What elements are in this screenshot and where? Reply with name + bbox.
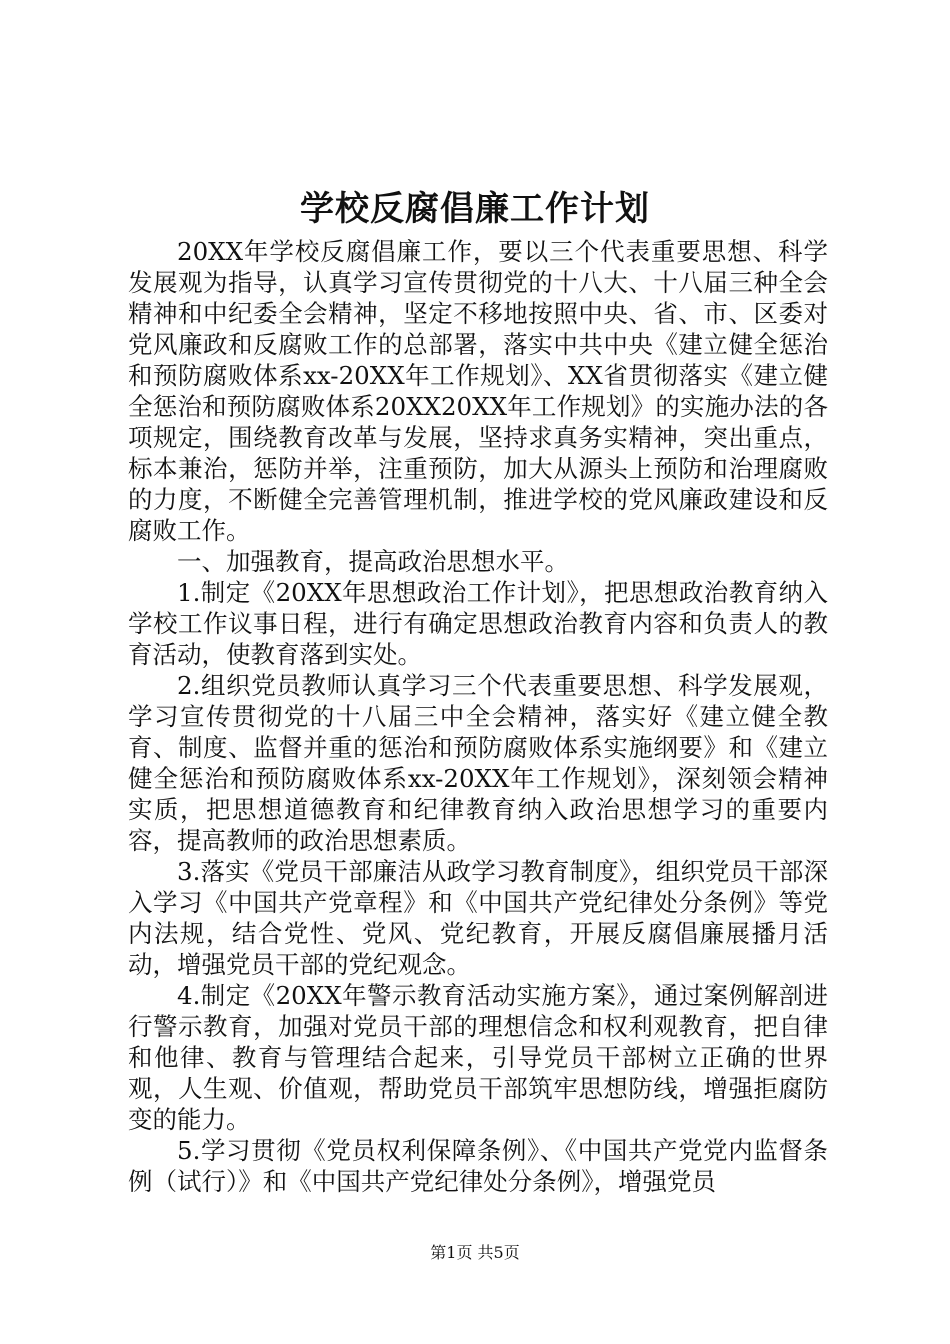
body-paragraph: 20XX年学校反腐倡廉工作，要以三个代表重要思想、科学发展观为指导，认真学习宣传贯彻党的十八大、十八届三种全会精神和中纪委全会精神，坚定不移地按照中央、省、市、区委对党风廉政和反腐败工作的总部署，落实中共中央《建立健全惩治和预防腐败体系xx-20XX年工作规划》、XX省贯彻落实《建立健全惩治和预防腐败体系20XX20XX年工作规划》的实施办法的各项规定，围绕教育改革与发展，坚持求真务实精神，突出重点，标本兼治，惩防并举，注重预防，加大从源头上预防和治理腐败的力度，不断健全完善管理机制，推进学校的党风廉政建设和反腐败工作。 xyxy=(128,237,828,545)
document-title: 学校反腐倡廉工作计划 xyxy=(300,189,650,229)
list-item: 5.学习贯彻《党员权利保障条例》、《中国共产党党内监督条例（试行）》和《中国共产党纪律处分条例》，增强党员 xyxy=(128,1136,828,1196)
section-heading: 一、加强教育，提高政治思想水平。 xyxy=(177,547,569,576)
document-body xyxy=(128,236,828,1197)
list-item: 1.制定《20XX年思想政治工作计划》，把思想政治教育纳入学校工作议事日程，进行有确定思想政治教育内容和负责人的教育活动，使教育落到实处。 xyxy=(128,578,828,669)
list-item: 4.制定《20XX年警示教育活动实施方案》，通过案例解剖进行警示教育，加强对党员干部的理想信念和权利观教育，把自律和他律、教育与管理结合起来，引导党员干部树立正确的世界观，人生观、价值观，帮助党员干部筑牢思想防线，增强拒腐防变的能力。 xyxy=(128,981,828,1134)
page-number-footer: 第1页 共5页 xyxy=(430,1243,520,1262)
list-item: 2.组织党员教师认真学习三个代表重要思想、科学发展观，学习宣传贯彻党的十八届三中全会精神，落实好《建立健全教育、制度、监督并重的惩治和预防腐败体系实施纲要》和《建立健全惩治和预防腐败体系xx-20XX年工作规划》，深刻领会精神实质，把思想道德教育和纪律教育纳入政治思想学习的重要内容，提高教师的政治思想素质。 xyxy=(128,671,828,855)
list-item: 3.落实《党员干部廉洁从政学习教育制度》，组织党员干部深入学习《中国共产党章程》和《中国共产党纪律处分条例》等党内法规，结合党性、党风、党纪教育，开展反腐倡廉展播月活动，增强党员干部的党纪观念。 xyxy=(128,857,828,979)
